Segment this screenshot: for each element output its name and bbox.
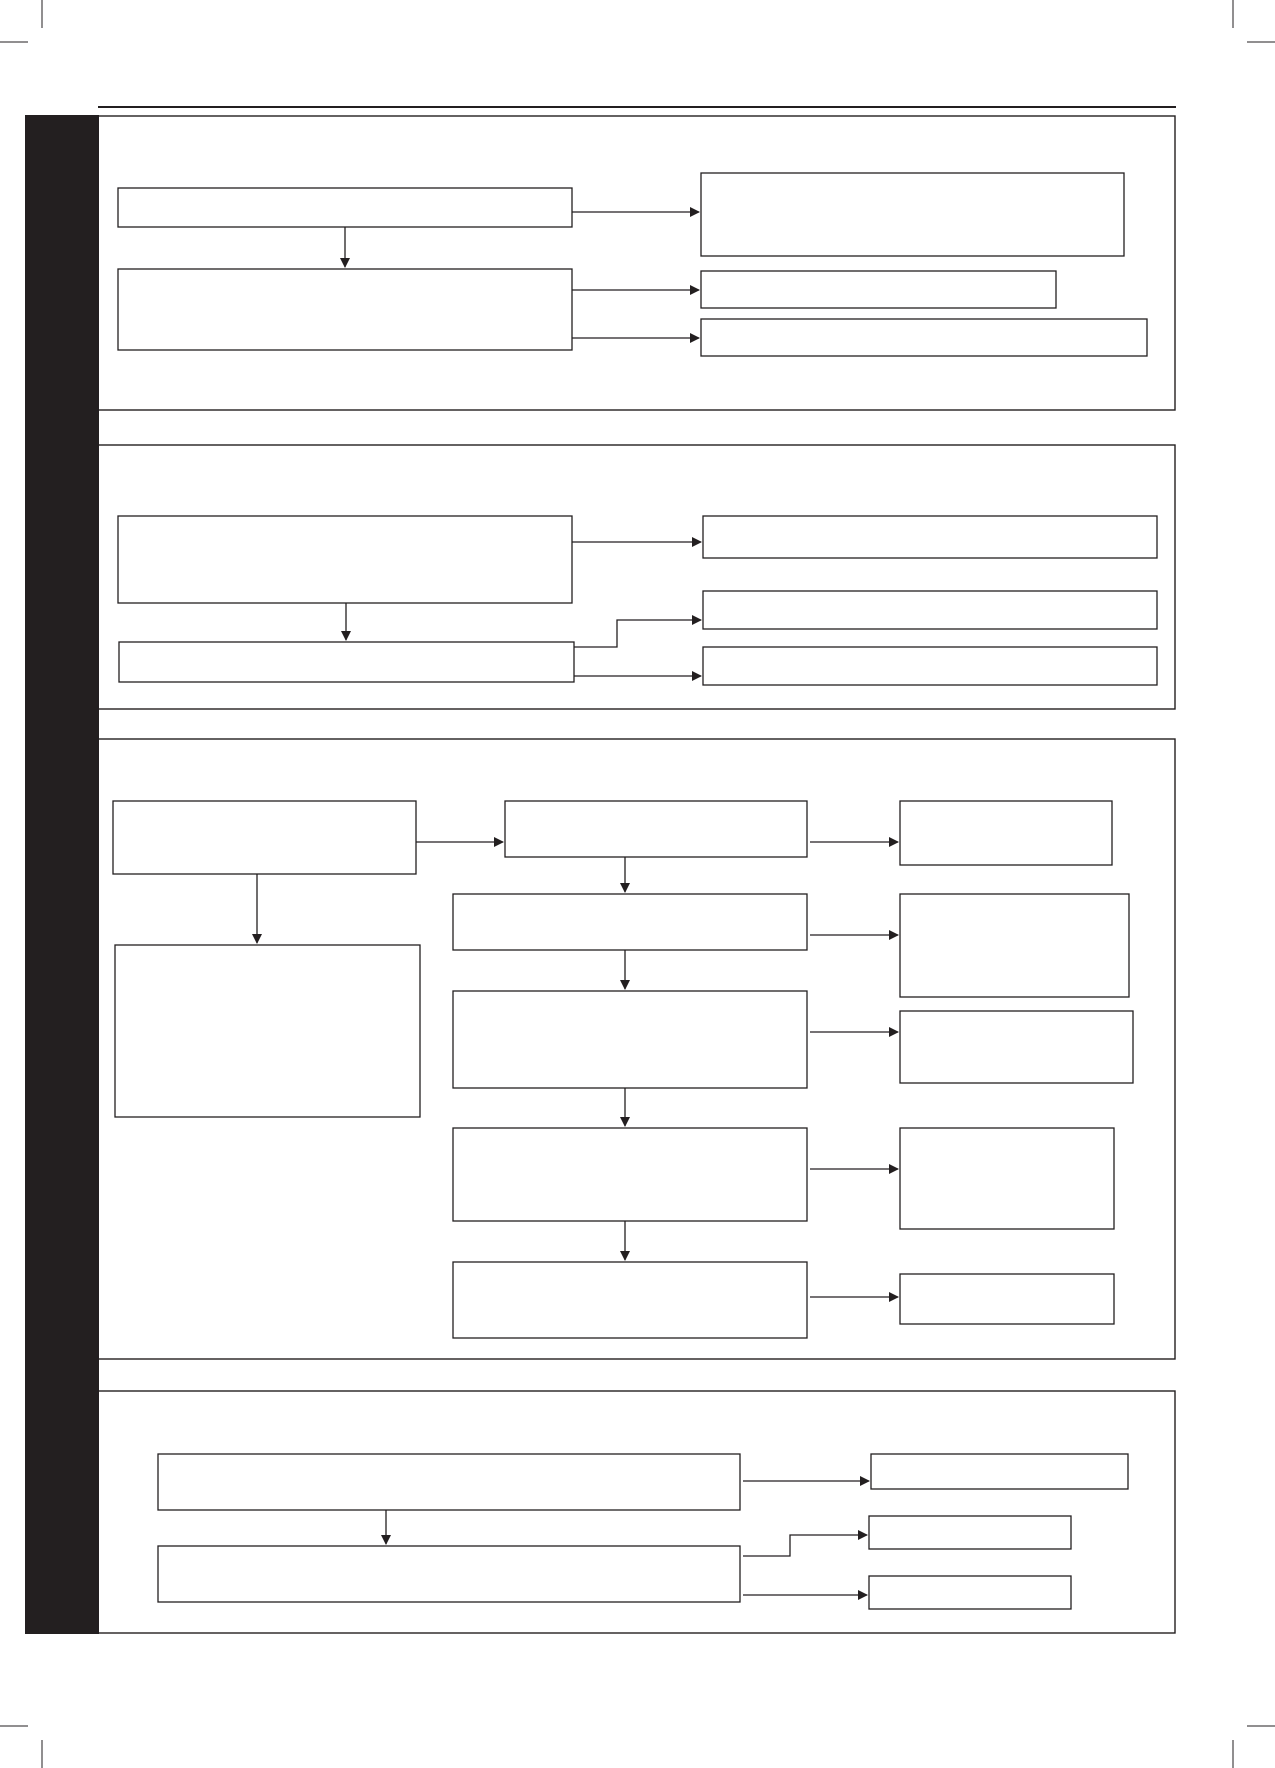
s3-result-1-box [900, 801, 1112, 865]
s2-arrow-step2-to-result-b [574, 620, 701, 647]
s4-step2-box [158, 1546, 740, 1602]
s3-step2-box [453, 894, 807, 950]
section-4 [98, 1391, 1175, 1633]
s2-step2-box [119, 642, 574, 682]
section-2 [98, 445, 1175, 709]
s3-step4-box [453, 1128, 807, 1221]
s3-result-2-box [900, 894, 1129, 997]
s1-step2-box [118, 269, 572, 350]
section-1-panel [98, 116, 1175, 410]
s4-check-box [158, 1454, 740, 1510]
s4-arrow-step2-to-result-b [743, 1535, 867, 1556]
s3-left-detail-box [115, 945, 420, 1117]
s4-result-a-box [871, 1454, 1128, 1489]
s3-step3-box [453, 991, 807, 1088]
s4-result-b-box [869, 1516, 1071, 1549]
s1-result-c-box [701, 319, 1147, 356]
s3-start-box [113, 801, 416, 874]
s1-result-a-box [701, 173, 1124, 256]
s3-step1-box [505, 801, 807, 857]
section-3 [98, 739, 1175, 1359]
s2-check-box [118, 516, 572, 603]
s3-result-3-box [900, 1011, 1133, 1083]
section-1 [98, 116, 1175, 410]
s1-check-box [118, 188, 572, 227]
s2-result-c-box [703, 647, 1157, 685]
s2-result-b-box [703, 591, 1157, 629]
s2-result-a-box [703, 516, 1157, 558]
s1-result-b-box [701, 271, 1056, 308]
s3-result-5-box [900, 1274, 1114, 1324]
s3-result-4-box [900, 1128, 1114, 1229]
side-tab [25, 115, 99, 1634]
s4-result-c-box [869, 1576, 1071, 1609]
s3-step5-box [453, 1262, 807, 1338]
